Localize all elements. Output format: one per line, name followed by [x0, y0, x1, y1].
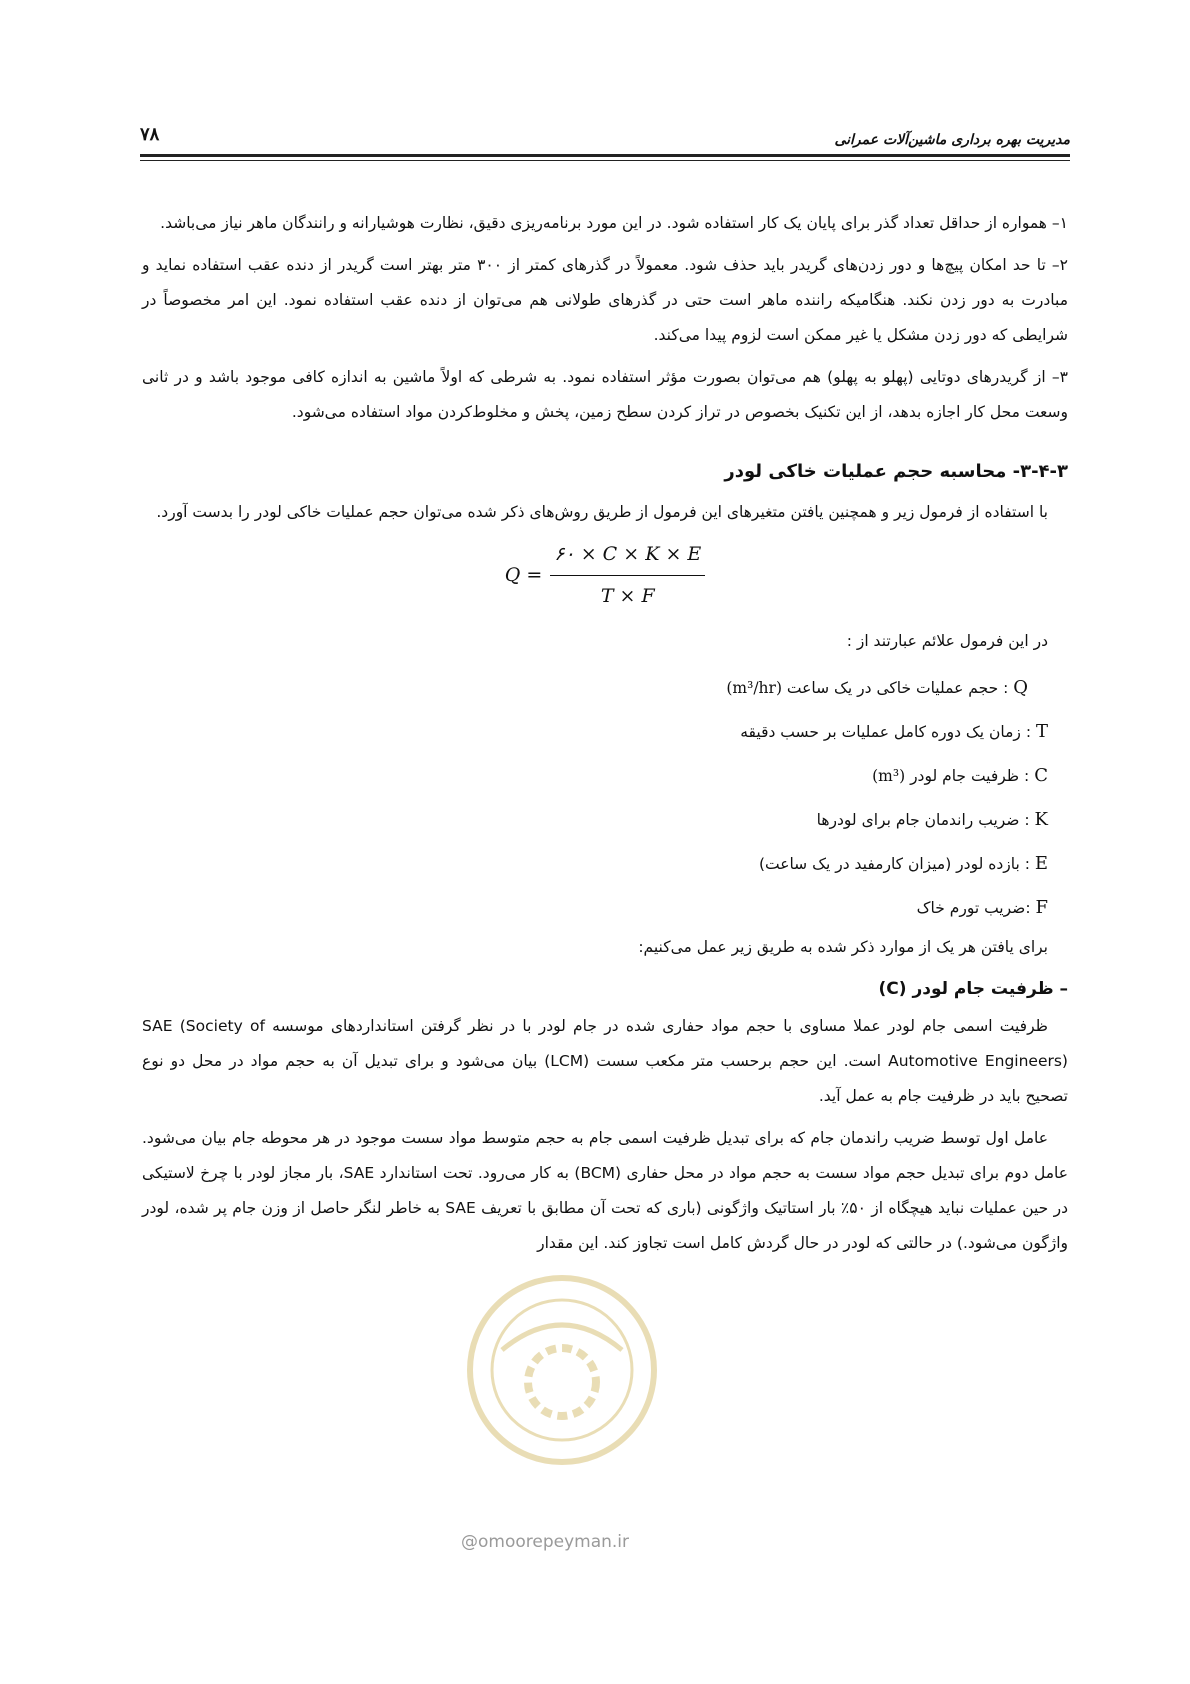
page-body [142, 206, 1068, 1268]
symbol-description: : ضریب راندمان جام برای لودرها [816, 811, 1035, 829]
formula-numerator: ۶۰ × C × K × E [550, 537, 705, 576]
subsection-paragraph-1: ظرفیت اسمی جام لودر عملا مساوی با حجم مواد حفاری شده در جام لودر با در نظر گرفتن استانداردهای موسسه SAE (Society of Automotive Engineers) است. این حجم برحسب متر مکعب سست (LCM) بیان می‌شود و برای تبدیل آن به حجم مواد در محل دو نوع تصحیح باید در ظرفیت جام به عمل آید. [142, 1017, 1068, 1105]
symbol-item-c [142, 754, 1068, 798]
symbol-letter: C [1034, 765, 1048, 786]
symbols-outro: برای یافتن هر یک از موارد ذکر شده به طریق زیر عمل می‌کنیم: [638, 938, 1048, 956]
running-title: مدیریت بهره برداری ماشین‌آلات عمرانی [834, 132, 1070, 148]
formula-denominator: T × F [600, 585, 655, 607]
symbol-item-t [142, 710, 1068, 754]
section-heading: ۳-۴-۳- محاسبه حجم عملیات خاکی لودر [724, 461, 1068, 482]
symbol-letter: T [1035, 721, 1048, 742]
list-item-3: ۳– از گریدرهای دوتایی (پهلو به پهلو) هم می‌توان بصورت مؤثر استفاده نمود. به شرطی که اولاً ماشین به اندازه کافی موجود باشد و در ثانی وسعت محل کار اجازه بدهد، از این تکنیک بخصوص در تراز کردن سطح زمین، پخش و مخلوط‌کردن مواد استفاده می‌شود. [142, 368, 1068, 421]
symbol-description: : حجم عملیات خاکی در یک ساعت [782, 679, 1014, 697]
page-number: ۷۸ [140, 124, 160, 145]
formula-lhs: Q = [504, 564, 543, 586]
subsection-heading: – ظرفیت جام لودر (C) [878, 979, 1068, 999]
symbol-letter: E [1034, 853, 1048, 874]
watermark-site: @omoorepeyman.ir [460, 1532, 630, 1552]
symbol-description: : ظرفیت جام لودر [905, 767, 1035, 785]
symbol-item-f [142, 886, 1068, 930]
symbol-description: :ضریب تورم خاک [916, 899, 1036, 917]
section-intro: با استفاده از فرمول زیر و همچنین یافتن متغیرهای این فرمول از طریق روش‌های ذکر شده می‌توان حجم عملیات خاکی لودر را بدست آورد. [156, 503, 1048, 521]
symbol-description: : بازده لودر (میزان کارمفید در یک ساعت) [758, 855, 1035, 873]
symbol-letter: K [1034, 809, 1048, 830]
header-rule-thin [140, 160, 1070, 161]
symbol-unit: (m³/hr) [726, 679, 782, 697]
loader-volume-formula [142, 537, 1068, 614]
formula-fraction [550, 537, 705, 614]
watermark-logo [462, 1270, 662, 1470]
list-item-1: ۱– همواره از حداقل تعداد گذر برای پایان یک کار استفاده شود. در این مورد برنامه‌ریزی دقیق، نظارت هوشیارانه و رانندگان ماهر نیاز می‌باشد. [160, 214, 1068, 232]
symbol-unit: (m³) [872, 767, 906, 785]
symbol-description: : زمان یک دوره کامل عملیات بر حسب دقیقه [740, 723, 1036, 741]
symbol-item-k [142, 798, 1068, 842]
list-item-2: ۲– تا حد امکان پیچ‌ها و دور زدن‌های گریدر باید حذف شود. معمولاً در گذرهای کمتر از ۳۰۰ متر بهتر است گریدر از دنده عقب استفاده نماید و مبادرت به دور زدن نکند. هنگامیکه راننده ماهر است حتی در گذرهای طولانی هم می‌توان از دنده عقب استفاده نمود. این امر مخصوصاً در شرایطی که دور زدن مشکل یا غیر ممکن است لزوم پیدا می‌کند. [142, 256, 1068, 344]
page-header [140, 124, 1070, 154]
symbol-item-e [142, 842, 1068, 886]
symbol-list [142, 666, 1068, 930]
symbols-intro: در این فرمول علائم عبارتند از : [846, 632, 1048, 650]
symbol-letter: F [1035, 897, 1048, 918]
symbol-letter: Q [1013, 677, 1028, 698]
subsection-paragraph-2: عامل اول توسط ضریب راندمان جام که برای تبدیل ظرفیت اسمی جام به حجم متوسط مواد سست موجود در هر محوطه جام بیان می‌شود. عامل دوم برای تبدیل حجم مواد سست به حجم مواد در محل حفاری (BCM) به کار می‌رود. تحت استاندارد SAE، بار مجاز لودر با چرخ لاستیکی در حین عملیات نباید هیچگاه از ۵۰٪ بار استاتیک واژگونی (باری که تحت آن مطابق با تعریف SAE به خاطر لنگر حاصل از وزن جام پر شده، لودر واژگون می‌شود.) در حالتی که لودر در حال گردش کامل است تجاوز کند. این مقدار [142, 1129, 1069, 1252]
symbol-item-q [142, 666, 1068, 710]
header-rule-thick [140, 154, 1070, 157]
